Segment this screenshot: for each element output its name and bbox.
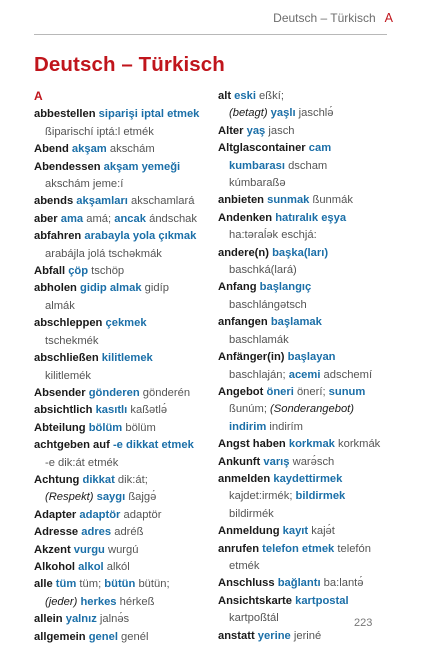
- entry-line: [34, 246, 214, 263]
- pronunciation: kaßətlə́: [127, 404, 168, 417]
- pronunciation: akschám: [106, 143, 155, 156]
- pronunciation: -e dik:át etmék: [45, 456, 119, 469]
- entry-line: [34, 193, 214, 210]
- right-column: [218, 88, 388, 645]
- translation: bölüm: [88, 421, 123, 434]
- pronunciation: ándschak: [145, 212, 197, 225]
- pronunciation: tschekmék: [45, 334, 99, 347]
- entry-line: [218, 105, 388, 122]
- pronunciation: genél: [117, 630, 149, 643]
- headword: Ansichtskarte: [218, 594, 296, 607]
- headword: anstatt: [218, 629, 258, 642]
- pronunciation: akschamlará: [127, 195, 195, 208]
- separator: ;: [144, 473, 148, 486]
- translation: varış: [263, 455, 290, 468]
- entry-line: [34, 507, 214, 524]
- translation: başlayan: [287, 351, 336, 364]
- pronunciation: ßunmák: [309, 194, 353, 207]
- headword: anmelden: [218, 472, 274, 485]
- translation: herkes: [80, 595, 117, 608]
- translation: bağlantı: [277, 577, 321, 590]
- entry-line: [34, 211, 214, 228]
- translation: başlangıç: [259, 281, 312, 294]
- pronunciation: hérkeß: [116, 595, 155, 608]
- pronunciation: önerí: [293, 385, 323, 398]
- translation: kilitlemek: [101, 352, 153, 365]
- pronunciation: bildirmék: [229, 507, 274, 520]
- left-column: [34, 88, 214, 646]
- translation: gidip almak: [80, 282, 142, 295]
- pronunciation: jalnə́s: [96, 613, 130, 626]
- entry-line: [218, 384, 388, 401]
- entry-line: [218, 471, 388, 488]
- translation: bildirmek: [295, 490, 346, 503]
- translation: sunmak: [267, 194, 310, 207]
- pronunciation: korkmák: [334, 438, 381, 451]
- entry-line: [34, 280, 214, 297]
- translation: kumbarası: [229, 159, 285, 172]
- translation: vurgu: [73, 543, 105, 556]
- translation: başlamak: [270, 316, 322, 329]
- entry-line: [218, 227, 388, 244]
- pronunciation: alkól: [103, 560, 130, 573]
- separator: ;: [280, 90, 284, 102]
- entry-line: [34, 594, 214, 611]
- separator: ;: [263, 403, 271, 416]
- pronunciation: almák: [45, 299, 75, 312]
- translation: yalnız: [65, 613, 97, 626]
- entry-line: [34, 420, 214, 437]
- usage-note: (Sonderangebot): [270, 403, 355, 416]
- entry-line: [218, 175, 388, 192]
- translation: adaptör: [79, 508, 121, 521]
- translation: akşam: [71, 143, 107, 156]
- translation: alkol: [78, 560, 104, 573]
- headword: Altglascontainer: [218, 142, 309, 155]
- section-letter: A: [34, 89, 43, 103]
- pronunciation: etmék: [229, 559, 260, 572]
- section-letter-tab: A: [384, 11, 393, 25]
- headword: abschleppen: [34, 317, 106, 330]
- entry-line: [218, 210, 388, 227]
- translation: kartpostal: [295, 594, 349, 607]
- translation: gönderen: [88, 386, 140, 399]
- entry-line: [218, 575, 388, 592]
- usage-note: (Respekt): [45, 491, 97, 504]
- entry-line: [218, 419, 388, 436]
- entry-line: [34, 524, 214, 541]
- entry-line: [34, 472, 214, 489]
- entry-line: [218, 140, 388, 157]
- entry-line: [34, 629, 214, 646]
- headword: Anfänger(in): [218, 351, 288, 364]
- pronunciation: akschám jeme:í: [45, 178, 124, 191]
- translation: adres: [81, 526, 112, 539]
- headword: anrufen: [218, 542, 263, 555]
- entry-line: [34, 455, 214, 472]
- pronunciation: bütün: [135, 578, 167, 591]
- translation: sunum: [328, 385, 366, 398]
- usage-note: (betagt): [229, 107, 271, 120]
- pronunciation: tüm: [76, 578, 99, 591]
- pronunciation: gidíp: [141, 282, 169, 295]
- headword: Alkohol: [34, 560, 79, 573]
- entry-line: [34, 368, 214, 385]
- headword: achtgeben auf: [34, 439, 113, 452]
- entry-line: [218, 401, 388, 418]
- pronunciation: wurgú: [104, 543, 139, 556]
- pronunciation: kartpoßtál: [229, 612, 279, 625]
- entry-line: [34, 333, 214, 350]
- pronunciation: amá: [83, 212, 109, 225]
- headword: abholen: [34, 282, 80, 295]
- headword: alle: [34, 578, 56, 591]
- headword: Angebot: [218, 385, 267, 398]
- translation: ama: [60, 212, 84, 225]
- headword: allein: [34, 613, 66, 626]
- translation: başka(ları): [272, 246, 329, 259]
- entry-line: [34, 141, 214, 158]
- entry-line: [34, 611, 214, 628]
- headword: Adresse: [34, 526, 82, 539]
- pronunciation: bölüm: [122, 421, 156, 434]
- translation: kasıtlı: [95, 404, 128, 417]
- separator: ;: [166, 578, 170, 591]
- entry-line: [34, 263, 214, 280]
- pronunciation: jaschlə́: [295, 107, 334, 120]
- pronunciation: baschlamák: [229, 333, 289, 346]
- usage-note: (jeder): [45, 595, 81, 608]
- page-title: Deutsch – Türkisch: [34, 53, 225, 76]
- pronunciation: kajə́t: [308, 525, 335, 538]
- headword: Anfang: [218, 281, 260, 294]
- entry-line: [34, 88, 214, 106]
- translation: cam: [308, 142, 332, 155]
- entry-line: [218, 593, 388, 610]
- pronunciation: indirím: [266, 420, 303, 433]
- translation: saygı: [96, 491, 126, 504]
- pronunciation: baschká(lará): [229, 264, 297, 277]
- separator: ;: [289, 490, 296, 503]
- entry-line: [218, 349, 388, 366]
- pronunciation: adaptör: [120, 508, 162, 521]
- translation: arabayla yola çıkmak: [84, 230, 197, 243]
- translation: yaş: [246, 124, 266, 137]
- translation: indirim: [229, 420, 267, 433]
- entry-line: [34, 315, 214, 332]
- headword: Abteilung: [34, 421, 89, 434]
- entry-line: [34, 559, 214, 576]
- translation: çekmek: [105, 317, 147, 330]
- page-number: 223: [354, 617, 373, 629]
- pronunciation: baschlaján: [229, 368, 283, 381]
- headword: Adapter: [34, 508, 80, 521]
- entry-line: [34, 124, 214, 141]
- pronunciation: ßajgə́: [125, 491, 157, 504]
- entry-line: [218, 279, 388, 296]
- translation: öneri: [266, 385, 294, 398]
- pronunciation: ha:təraĺək eschjá:: [229, 229, 317, 242]
- headword: Ankunft: [218, 455, 264, 468]
- headword: abbestellen: [34, 108, 99, 121]
- headword: andere(n): [218, 246, 273, 259]
- separator: ;: [282, 368, 289, 381]
- translation: -e dikkat etmek: [112, 439, 194, 452]
- translation: korkmak: [288, 438, 335, 451]
- separator: ;: [98, 578, 105, 591]
- pronunciation: telefón: [334, 542, 371, 555]
- headword: abfahren: [34, 230, 85, 243]
- translation: eski: [234, 90, 256, 102]
- translation: çöp: [68, 265, 89, 278]
- entry-line: [34, 542, 214, 559]
- translation: tüm: [55, 578, 77, 591]
- entry-line: [34, 385, 214, 402]
- headword: allgemein: [34, 630, 89, 643]
- entry-line: [34, 402, 214, 419]
- pronunciation: gönderén: [139, 386, 191, 399]
- headword: Alter: [218, 124, 247, 137]
- entry-line: [218, 332, 388, 349]
- entry-line: [218, 245, 388, 262]
- entry-line: [34, 176, 214, 193]
- entry-line: [218, 158, 388, 175]
- entry-line: [218, 488, 388, 505]
- pronunciation: adréß: [111, 526, 144, 539]
- pronunciation: jeriné: [290, 629, 322, 642]
- headword: abends: [34, 195, 77, 208]
- entry-line: [34, 489, 214, 506]
- headword: Andenken: [218, 211, 276, 224]
- pronunciation: kajdet:irmék: [229, 490, 290, 503]
- translation: yerine: [257, 629, 291, 642]
- entry-line: [218, 314, 388, 331]
- translation: acemi: [288, 368, 321, 381]
- entry-line: [34, 106, 214, 123]
- headword: abschließen: [34, 352, 102, 365]
- pronunciation: kilitlemék: [45, 369, 92, 382]
- entry-line: [34, 350, 214, 367]
- entry-line: [218, 88, 388, 105]
- headword: alt: [218, 90, 235, 102]
- headword: Akzent: [34, 543, 74, 556]
- pronunciation: dik:át: [114, 473, 145, 486]
- headword: aber: [34, 212, 61, 225]
- headword: Abend: [34, 143, 72, 156]
- entry-line: [218, 123, 388, 140]
- entry-line: [218, 628, 388, 645]
- running-header: [273, 11, 393, 25]
- pronunciation: baschlángətsch: [229, 298, 307, 311]
- entry-line: [218, 454, 388, 471]
- headword: absichtlich: [34, 404, 96, 417]
- pronunciation: adschemí: [320, 368, 373, 381]
- separator: ;: [322, 385, 329, 398]
- headword: Abfall: [34, 265, 69, 278]
- translation: hatıralık eşya: [275, 211, 347, 224]
- pronunciation: jasch: [265, 124, 295, 137]
- entry-line: [34, 228, 214, 245]
- pronunciation: warə́sch: [289, 455, 335, 468]
- entry-line: [218, 367, 388, 384]
- entry-line: [218, 192, 388, 209]
- translation: bütün: [104, 578, 136, 591]
- pronunciation: dscham: [284, 159, 328, 172]
- headword: Achtung: [34, 473, 83, 486]
- headword: Anschluss: [218, 577, 278, 590]
- entry-line: [34, 576, 214, 593]
- pronunciation: eßkí: [255, 90, 281, 102]
- entry-line: [34, 298, 214, 315]
- entry-line: [34, 437, 214, 454]
- pronunciation: ba:lantə́: [320, 577, 364, 590]
- pronunciation: kúmbaraßə: [229, 177, 286, 190]
- translation: yaşlı: [270, 107, 296, 120]
- translation: siparişi iptal etmek: [98, 108, 200, 121]
- headword: Absender: [34, 386, 89, 399]
- entry-line: [218, 297, 388, 314]
- running-title: Deutsch – Türkisch: [273, 11, 376, 25]
- entry-line: [218, 558, 388, 575]
- entry-line: [218, 262, 388, 279]
- translation: kayıt: [282, 525, 309, 538]
- headword: Abendessen: [34, 160, 104, 173]
- header-rule: [34, 34, 387, 35]
- translation: kaydettirmek: [273, 472, 343, 485]
- entry-line: [218, 523, 388, 540]
- separator: ;: [108, 212, 115, 225]
- headword: Angst haben: [218, 438, 289, 451]
- entry-line: [218, 506, 388, 523]
- headword: Anmeldung: [218, 525, 283, 538]
- pronunciation: tschöp: [88, 265, 125, 278]
- pronunciation: ßiparischí iptá:l etmék: [45, 125, 154, 138]
- translation: ancak: [114, 212, 146, 225]
- entry-line: [218, 436, 388, 453]
- translation: telefon etmek: [262, 542, 335, 555]
- entry-line: [218, 541, 388, 558]
- headword: anbieten: [218, 194, 268, 207]
- translation: genel: [88, 630, 118, 643]
- pronunciation: arabájla jolá tschəkmák: [45, 247, 162, 260]
- translation: dikkat: [82, 473, 115, 486]
- translation: akşamları: [76, 195, 128, 208]
- translation: akşam yemeği: [103, 160, 181, 173]
- pronunciation: ßunúm: [229, 403, 264, 416]
- headword: anfangen: [218, 316, 271, 329]
- entry-line: [34, 159, 214, 176]
